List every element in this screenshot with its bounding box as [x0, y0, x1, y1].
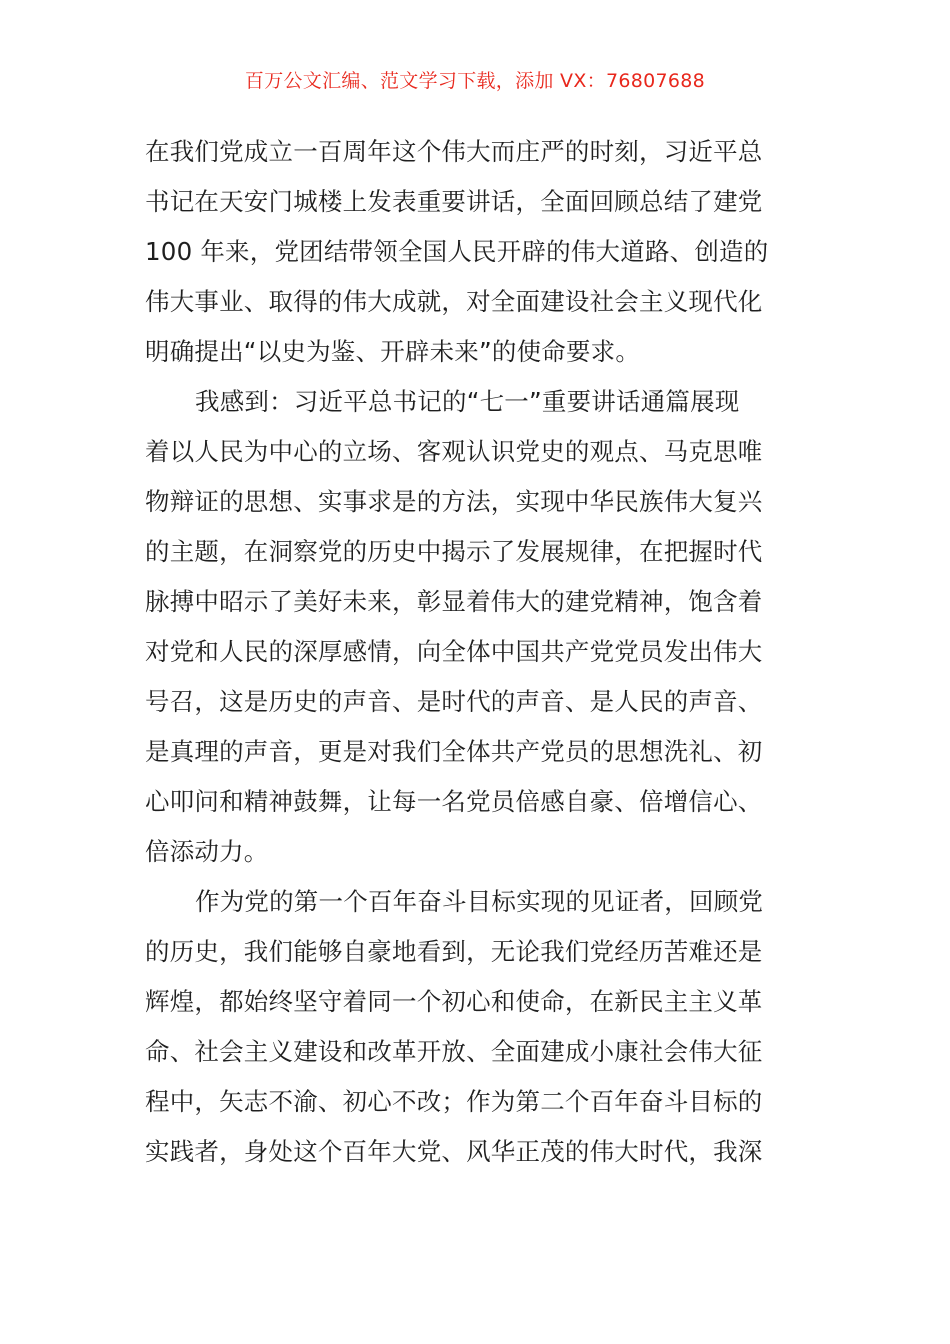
- text-line: 明确提出“以史为鉴、开辟未来”的使命要求。: [145, 337, 641, 366]
- text-line: 倍添动力。: [145, 837, 269, 866]
- text-line: 脉搏中昭示了美好未来，彰显着伟大的建党精神，饱含着: [145, 587, 763, 616]
- text-line: 心叩问和精神鼓舞，让每一名党员倍感自豪、倍增信心、: [145, 787, 763, 816]
- paragraph-3: [145, 877, 807, 1177]
- text-line: 命、社会主义建设和改革开放、全面建成小康社会伟大征: [145, 1037, 763, 1066]
- text-line: 号召，这是历史的声音、是时代的声音、是人民的声音、: [145, 687, 763, 716]
- header-watermark: 百万公文汇编、范文学习下载，添加 VX：76807688: [244, 70, 706, 92]
- text-line: 的主题，在洞察党的历史中揭示了发展规律，在把握时代: [145, 537, 763, 566]
- text-line: 我感到：习近平总书记的“七一”重要讲话通篇展现: [195, 387, 740, 416]
- text-line: 着以人民为中心的立场、客观认识党史的观点、马克思唯: [145, 437, 763, 466]
- document-body: [145, 127, 807, 1177]
- text-line: 书记在天安门城楼上发表重要讲话，全面回顾总结了建党: [145, 187, 763, 216]
- text-line: 辉煌，都始终坚守着同一个初心和使命，在新民主主义革: [145, 987, 763, 1016]
- text-line: 实践者，身处这个百年大党、风华正茂的伟大时代，我深: [145, 1137, 763, 1166]
- paragraph-1: [145, 127, 807, 377]
- text-line: 100 年来，党团结带领全国人民开辟的伟大道路、创造的: [145, 237, 769, 266]
- text-line: 伟大事业、取得的伟大成就，对全面建设社会主义现代化: [145, 287, 763, 316]
- text-line: 是真理的声音，更是对我们全体共产党员的思想洗礼、初: [145, 737, 763, 766]
- text-line: 在我们党成立一百周年这个伟大而庄严的时刻，习近平总: [145, 137, 763, 166]
- text-line: 的历史，我们能够自豪地看到，无论我们党经历苦难还是: [145, 937, 763, 966]
- paragraph-2: [145, 377, 807, 877]
- text-line: 作为党的第一个百年奋斗目标实现的见证者，回顾党: [195, 887, 764, 916]
- text-line: 程中，矢志不渝、初心不改；作为第二个百年奋斗目标的: [145, 1087, 763, 1116]
- text-line: 对党和人民的深厚感情，向全体中国共产党党员发出伟大: [145, 637, 763, 666]
- text-line: 物辩证的思想、实事求是的方法，实现中华民族伟大复兴: [145, 487, 763, 516]
